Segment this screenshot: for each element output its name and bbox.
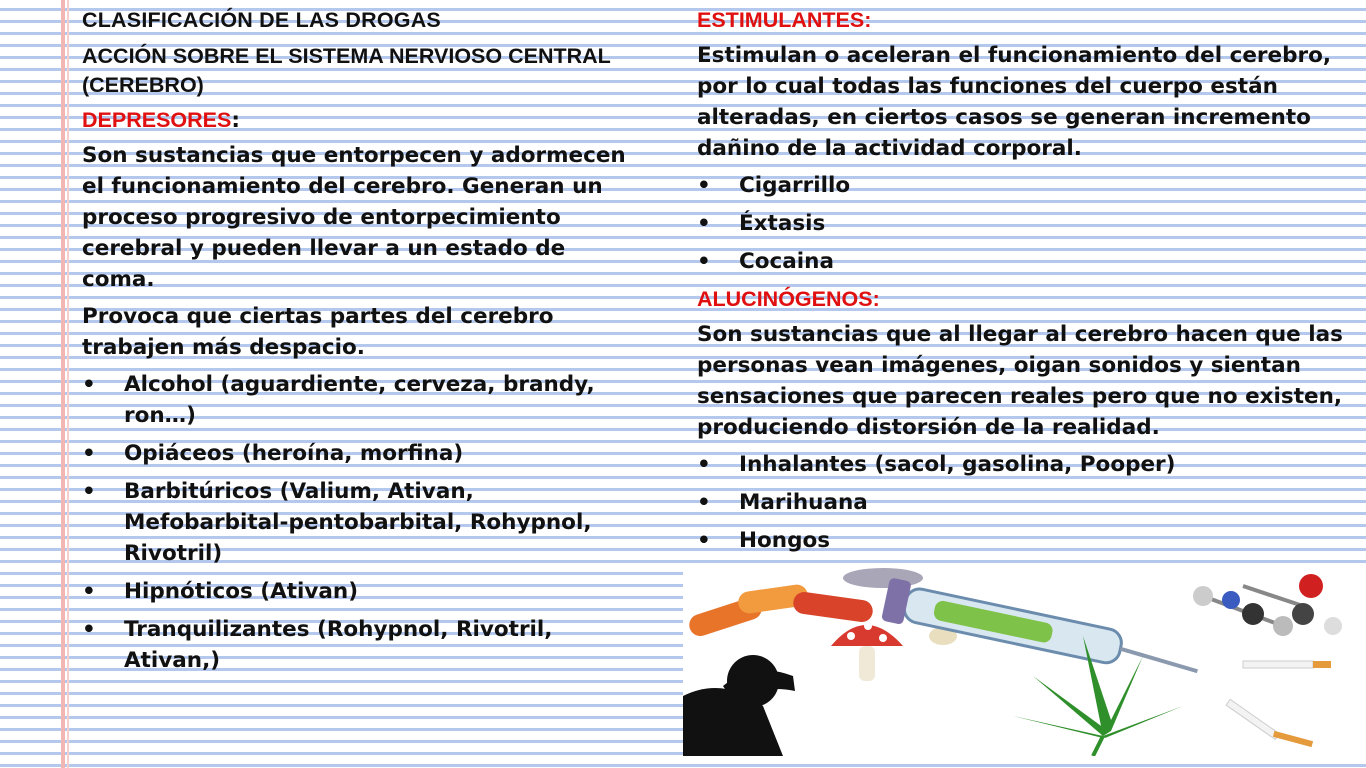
notebook-margin-line bbox=[61, 0, 65, 768]
list-item-text: Opiáceos (heroína, morfina) bbox=[124, 441, 464, 466]
drugs-collage-svg bbox=[683, 566, 1366, 756]
list-item-text: Cigarrillo bbox=[739, 173, 851, 198]
list-item-text: Éxtasis bbox=[739, 211, 826, 236]
depresores-heading-colon: : bbox=[231, 108, 240, 133]
bullet-icon: • bbox=[82, 441, 96, 466]
bullet-icon: • bbox=[697, 249, 711, 274]
list-item bbox=[697, 246, 1352, 277]
right-column bbox=[697, 5, 1352, 563]
depresores-description-2: Provoca que ciertas partes del cerebro trabajen más despacio. bbox=[82, 304, 554, 360]
bullet-icon: • bbox=[697, 173, 711, 198]
page-title: CLASIFICACIÓN DE LAS DROGAS bbox=[82, 8, 441, 32]
depresores-heading-label: DEPRESORES bbox=[82, 108, 232, 132]
list-item-text: Tranquilizantes (Rohypnol, Rivotril, Ativan,) bbox=[124, 617, 553, 673]
list-item-text: Hongos bbox=[739, 528, 831, 553]
list-item bbox=[82, 438, 642, 469]
bullet-icon: • bbox=[82, 617, 96, 642]
page-subtitle: ACCIÓN SOBRE EL SISTEMA NERVIOSO CENTRAL (CEREBRO) bbox=[82, 44, 611, 97]
list-item bbox=[82, 369, 642, 431]
silhouette-icon bbox=[683, 655, 795, 756]
estimulantes-heading: ESTIMULANTES: bbox=[697, 8, 872, 32]
pill-icon bbox=[843, 568, 923, 588]
list-item-text: Hipnóticos (Ativan) bbox=[124, 579, 359, 604]
list-item bbox=[697, 449, 1352, 480]
list-item-text: Alcohol (aguardiente, cerveza, brandy, ron…) bbox=[124, 372, 595, 428]
alucinogenos-list bbox=[697, 449, 1352, 556]
bullet-icon: • bbox=[697, 490, 711, 515]
notebook-margin-line-inner bbox=[67, 0, 69, 768]
list-item bbox=[697, 525, 1352, 556]
alucinogenos-heading: ALUCINÓGENOS: bbox=[697, 287, 880, 311]
list-item bbox=[697, 208, 1352, 239]
list-item bbox=[82, 476, 642, 569]
bullet-icon: • bbox=[697, 211, 711, 236]
mushroom-icon bbox=[831, 622, 903, 681]
depresores-list bbox=[82, 369, 642, 676]
bullet-icon: • bbox=[82, 372, 96, 397]
list-item-text: Barbitúricos (Valium, Ativan, Mefobarbital-pentobarbital, Rohypnol, Rivotril) bbox=[124, 479, 592, 566]
bullet-icon: • bbox=[82, 579, 96, 604]
list-item bbox=[82, 614, 642, 676]
molecule-icon bbox=[1193, 574, 1342, 636]
estimulantes-list bbox=[697, 170, 1352, 277]
list-item-text: Inhalantes (sacol, gasolina, Pooper) bbox=[739, 452, 1176, 477]
bullet-icon: • bbox=[697, 452, 711, 477]
list-item-text: Marihuana bbox=[739, 490, 868, 515]
left-column bbox=[82, 5, 642, 683]
estimulantes-description: Estimulan o aceleran el funcionamiento del cerebro, por lo cual todas las funciones del cuerpo están alteradas, en ciertos casos se generan incremento dañino de la actividad corporal. bbox=[697, 43, 1332, 161]
drugs-collage-image bbox=[683, 566, 1366, 756]
alucinogenos-description: Son sustancias que al llegar al cerebro hacen que las personas vean imágenes, oigan sonidos y sientan sensaciones que parecen reales pero que no existen, produciendo distorsión de la realidad. bbox=[697, 322, 1343, 440]
bullet-icon: • bbox=[82, 479, 96, 504]
list-item bbox=[82, 576, 642, 607]
list-item-text: Cocaina bbox=[739, 249, 834, 274]
list-item bbox=[697, 170, 1352, 201]
cigarette-icon bbox=[1226, 661, 1331, 747]
depresores-description: Son sustancias que entorpecen y adormecen el funcionamiento del cerebro. Generan un proceso progresivo de entorpecimiento cerebral y pueden llevar a un estado de coma. bbox=[82, 143, 626, 292]
depresores-heading bbox=[82, 105, 642, 136]
bullet-icon: • bbox=[697, 528, 711, 553]
capsule-icon bbox=[686, 583, 874, 639]
syringe-icon bbox=[881, 577, 1203, 687]
list-item bbox=[697, 487, 1352, 518]
